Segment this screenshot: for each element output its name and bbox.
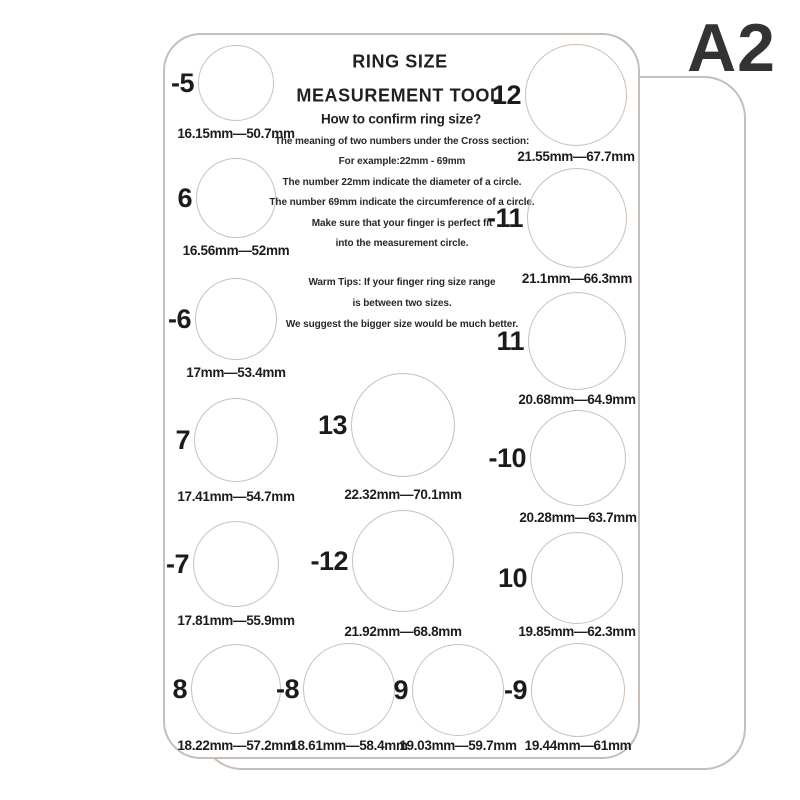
instruction-line: The number 69mm indicate the circumference of a circle.	[269, 197, 535, 209]
board-title-line1: RING SIZE	[352, 51, 448, 72]
ring-measure-circle	[195, 278, 277, 360]
ring-measurement-label: 22.32mm—70.1mm	[344, 487, 462, 502]
ring-measure-circle	[527, 168, 627, 268]
ring-size-number: 12	[491, 80, 521, 110]
ring-measure-circle	[352, 510, 454, 612]
ring-measurement-label: 19.44mm—61mm	[524, 738, 632, 753]
ring-size-number: -8	[275, 674, 299, 704]
instruction-line: The number 22mm indicate the diameter of a circle.	[282, 176, 522, 188]
ring-measure-circle	[525, 44, 627, 146]
board-title-line2: MEASUREMENT TOOL	[296, 85, 502, 106]
instruction-line: For example:22mm - 69mm	[338, 156, 466, 168]
instruction-line: Make sure that your finger is perfect fit	[311, 217, 493, 229]
ring-size-number: 10	[497, 563, 527, 593]
ring-size-number: -5	[170, 68, 194, 98]
variant-label: A2	[687, 10, 776, 86]
ring-size-number: -6	[167, 304, 191, 334]
ring-size-number: 8	[172, 674, 187, 704]
ring-size-number: -12	[310, 546, 348, 576]
ring-size-number: 6	[177, 183, 192, 213]
ring-measurement-label: 18.61mm—58.4mm	[290, 738, 408, 753]
warm-tip-line: Warm Tips: If your finger ring size range	[308, 277, 496, 288]
ring-measure-circle	[198, 45, 274, 121]
ring-measure-circle	[531, 532, 623, 624]
ring-measurement-label: 19.85mm—62.3mm	[518, 624, 636, 639]
warm-tip-line: is between two sizes.	[352, 298, 452, 309]
ring-measure-circle	[196, 158, 276, 238]
ring-measurement-label: 17.41mm—54.7mm	[177, 489, 295, 504]
ring-measurement-label: 17.81mm—55.9mm	[177, 613, 295, 628]
ring-size-number: -10	[488, 443, 526, 473]
ring-measurement-label: 21.1mm—66.3mm	[521, 271, 633, 286]
ring-size-number: 7	[175, 425, 190, 455]
ring-size-number: -7	[165, 549, 189, 579]
ring-size-number: -9	[503, 675, 527, 705]
ring-size-number: 9	[393, 675, 408, 705]
ring-size-number: 13	[317, 410, 347, 440]
board-subtitle: How to confirm ring size?	[320, 111, 482, 127]
ring-measurement-label: 18.22mm—57.2mm	[177, 738, 295, 753]
ring-measurement-label: 20.28mm—63.7mm	[519, 510, 637, 525]
ring-measurement-label: 20.68mm—64.9mm	[518, 392, 636, 407]
ring-size-number: 11	[496, 326, 524, 356]
ring-measure-circle	[530, 410, 626, 506]
ring-measurement-label: 21.55mm—67.7mm	[517, 149, 635, 164]
warm-tip-line: We suggest the bigger size would be much better.	[285, 319, 519, 330]
ring-measurement-label: 16.56mm—52mm	[182, 243, 290, 258]
ring-measurement-label: 17mm—53.4mm	[186, 365, 286, 380]
ring-measurement-label: 19.03mm—59.7mm	[399, 738, 517, 753]
ring-measurement-label: 21.92mm—68.8mm	[344, 624, 462, 639]
ring-measure-circle	[531, 643, 625, 737]
instruction-line: The meaning of two numbers under the Cross section:	[274, 136, 530, 147]
ring-measure-circle	[528, 292, 626, 390]
ring-size-number: -11	[486, 203, 523, 233]
instruction-line: into the measurement circle.	[335, 238, 469, 250]
ring-measurement-label: 16.15mm—50.7mm	[177, 126, 295, 141]
